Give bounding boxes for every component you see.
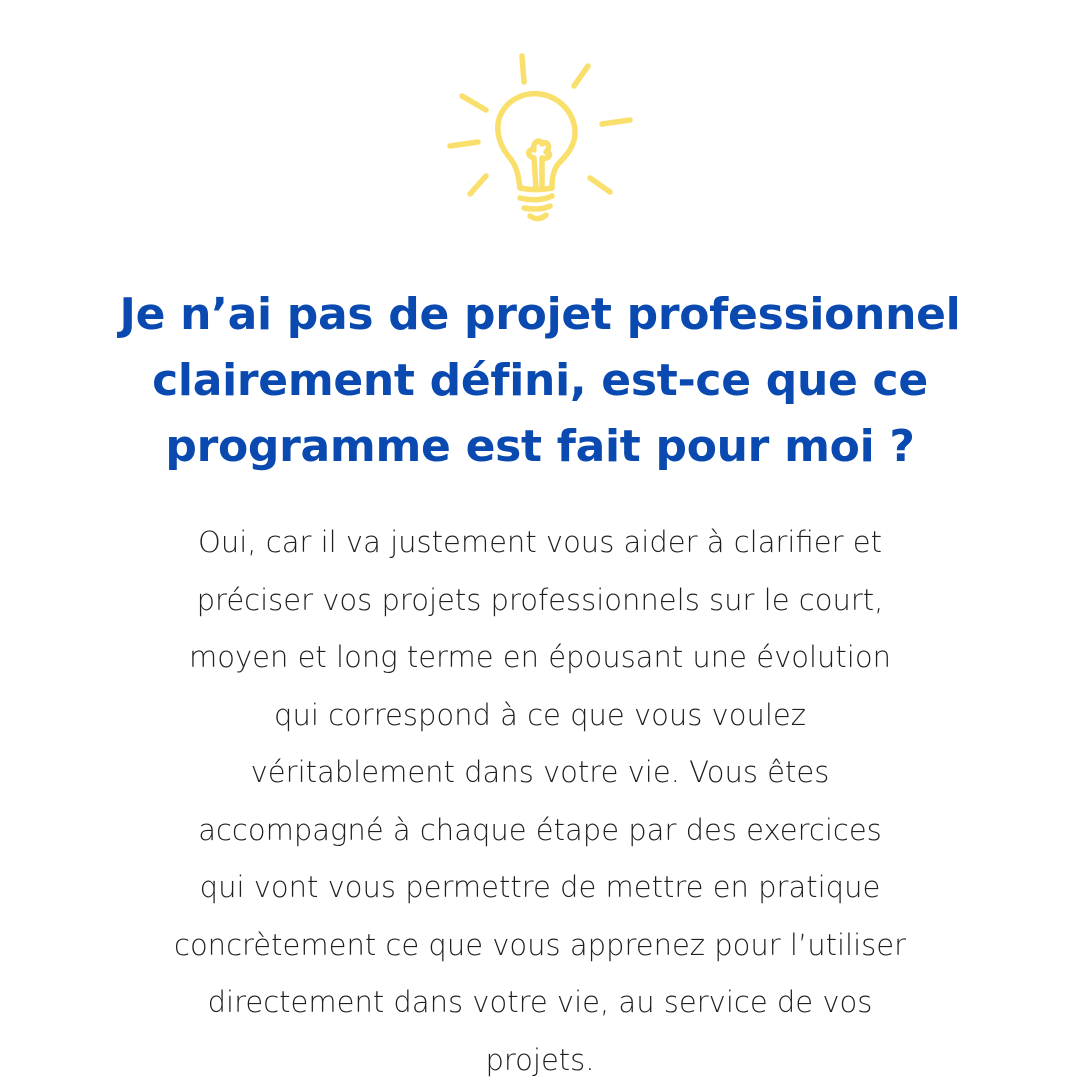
heading-line: clairement défini, est-ce que ce bbox=[152, 355, 928, 406]
lightbulb-icon bbox=[440, 48, 640, 238]
answer-line: qui vont vous permettre de mettre en pratique bbox=[199, 870, 881, 904]
heading-line: programme est fait pour moi ? bbox=[165, 421, 915, 472]
faq-answer-text bbox=[120, 514, 960, 1080]
heading-line: Je n’ai pas de projet professionnel bbox=[119, 289, 961, 340]
answer-line: directement dans votre vie, au service de vos bbox=[207, 985, 873, 1019]
answer-line: préciser vos projets professionnels sur le court, bbox=[196, 582, 884, 617]
answer-line: moyen et long terme en épousant une évolution bbox=[189, 640, 891, 674]
faq-question-heading bbox=[90, 282, 990, 480]
answer-line: véritablement dans votre vie. Vous êtes bbox=[250, 755, 830, 789]
answer-line: accompagné à chaque étape par des exercices bbox=[198, 812, 882, 847]
answer-line: Oui, car il va justement vous aider à clarifier et bbox=[198, 525, 882, 559]
answer-line: projets. bbox=[485, 1042, 595, 1077]
answer-line: qui correspond à ce que vous voulez bbox=[274, 697, 806, 732]
answer-line: concrètement ce que vous apprenez pour l’utiliser bbox=[174, 927, 906, 962]
